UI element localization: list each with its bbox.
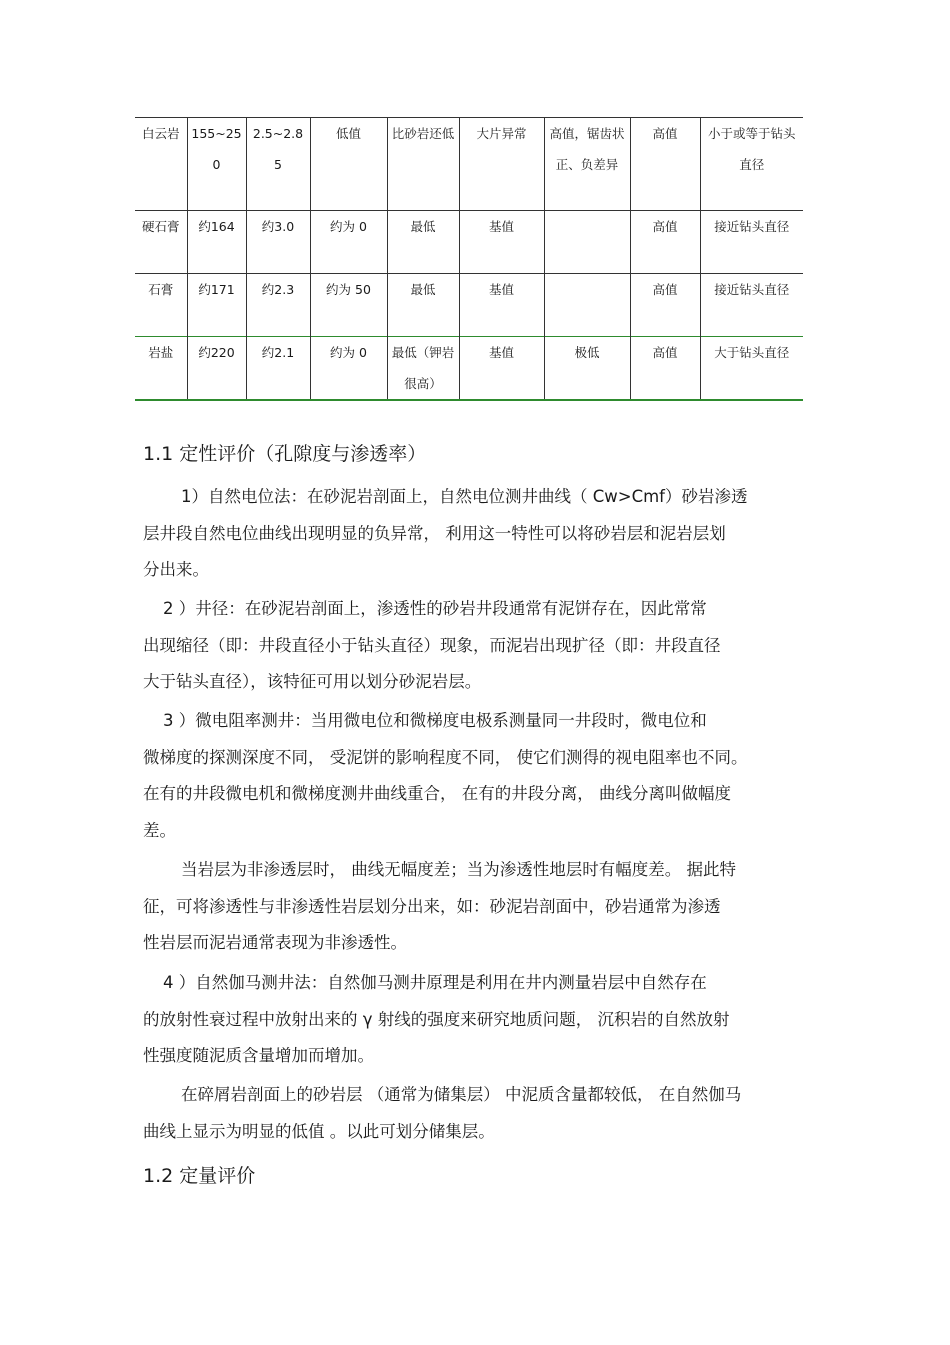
text-line: 性岩层而泥岩通常表现为非渗透性。 bbox=[143, 933, 407, 952]
text-line: 差。 bbox=[143, 820, 176, 840]
table-cell: 2.5~2.85 bbox=[246, 118, 310, 211]
table-cell: 高值 bbox=[630, 118, 700, 211]
table-cell: 约为 50 bbox=[310, 274, 387, 337]
text-line: 分出来。 bbox=[143, 560, 209, 579]
table-cell: 约为 0 bbox=[310, 211, 387, 274]
text-line: 微梯度的探测深度不同， 受泥饼的影响程度不同， 使它们测得的视电阻率也不同。 bbox=[143, 747, 748, 767]
text-line: 征，可将渗透性与非渗透性岩层划分出来，如：砂泥岩剖面中，砂岩通常为渗透 bbox=[143, 896, 721, 916]
table-cell: 极低 bbox=[544, 337, 630, 401]
text-line: 在碎屑岩剖面上的砂岩层 （通常为储集层） 中泥质含量都较低， 在自然伽马 bbox=[181, 1085, 742, 1104]
paragraph bbox=[143, 591, 808, 701]
table-cell: 高值 bbox=[630, 337, 700, 401]
table-row bbox=[135, 337, 803, 401]
table-cell: 石膏 bbox=[135, 274, 187, 337]
table-cell: 155~250 bbox=[187, 118, 246, 211]
table-cell: 高值 bbox=[630, 274, 700, 337]
table-row bbox=[135, 118, 803, 211]
text-line: 曲线上显示为明显的低值 。以此可划分储集层。 bbox=[143, 1121, 495, 1141]
table-cell: 基值 bbox=[459, 274, 544, 337]
text-line: 出现缩径（即：井段直径小于钻头直径）现象，而泥岩出现扩径（即：井段直径 bbox=[143, 635, 721, 655]
table-cell: 小于或等于钻头直径 bbox=[700, 118, 803, 211]
table-cell: 高值，锯齿状正、负差异 bbox=[544, 118, 630, 211]
table-cell: 基值 bbox=[459, 211, 544, 274]
table-cell: 白云岩 bbox=[135, 118, 187, 211]
paragraph bbox=[143, 965, 808, 1075]
paragraph bbox=[143, 1077, 808, 1150]
table-cell: 大于钻头直径 bbox=[700, 337, 803, 401]
text-line: 1）自然电位法：在砂泥岩剖面上，自然电位测井曲线（ Cw>Cmf）砂岩渗透 bbox=[181, 487, 748, 506]
table-cell: 比砂岩还低 bbox=[387, 118, 459, 211]
text-line: 性强度随泥质含量增加而增加。 bbox=[143, 1046, 374, 1065]
text-line: 4 ）自然伽马测井法：自然伽马测井原理是利用在井内测量岩层中自然存在 bbox=[163, 973, 707, 992]
table-cell bbox=[544, 211, 630, 274]
table-cell: 接近钻头直径 bbox=[700, 211, 803, 274]
table-cell: 大片异常 bbox=[459, 118, 544, 211]
table-cell: 岩盐 bbox=[135, 337, 187, 401]
table-cell: 基值 bbox=[459, 337, 544, 401]
text-line: 大于钻头直径），该特征可用以划分砂泥岩层。 bbox=[143, 672, 482, 691]
paragraph bbox=[143, 479, 808, 589]
text-line: 在有的井段微电机和微梯度测井曲线重合， 在有的井段分离， 曲线分离叫做幅度 bbox=[143, 784, 731, 803]
table-cell: 硬石膏 bbox=[135, 211, 187, 274]
table-cell: 约为 0 bbox=[310, 337, 387, 401]
table-row bbox=[135, 211, 803, 274]
text-line: 的放射性衰过程中放射出来的 γ 射线的强度来研究地质问题， 沉积岩的自然放射 bbox=[143, 1009, 730, 1029]
text-line: 2 ）井径：在砂泥岩剖面上，渗透性的砂岩井段通常有泥饼存在，因此常常 bbox=[163, 599, 707, 618]
table-cell: 最低 bbox=[387, 211, 459, 274]
table-cell bbox=[544, 274, 630, 337]
table-cell: 约171 bbox=[187, 274, 246, 337]
table-cell: 最低 bbox=[387, 274, 459, 337]
section-heading: 1.1 定性评价（孔隙度与渗透率） bbox=[143, 443, 427, 465]
table-cell: 低值 bbox=[310, 118, 387, 211]
text-line: 当岩层为非渗透层时， 曲线无幅度差；当为渗透性地层时有幅度差。 据此特 bbox=[181, 860, 736, 879]
table-row bbox=[135, 274, 803, 337]
rock-properties-table bbox=[135, 117, 803, 401]
table-cell: 接近钻头直径 bbox=[700, 274, 803, 337]
table-cell: 约220 bbox=[187, 337, 246, 401]
paragraph bbox=[143, 852, 808, 962]
text-line: 3 ）微电阻率测井：当用微电位和微梯度电极系测量同一井段时，微电位和 bbox=[163, 711, 707, 730]
table-cell: 最低（钾岩很高） bbox=[387, 337, 459, 401]
section-heading: 1.2 定量评价 bbox=[143, 1165, 256, 1187]
table-cell: 约164 bbox=[187, 211, 246, 274]
text-line: 层井段自然电位曲线出现明显的负异常， 利用这一特性可以将砂岩层和泥岩层划 bbox=[143, 523, 726, 543]
table-cell: 约2.3 bbox=[246, 274, 310, 337]
paragraph bbox=[143, 703, 808, 849]
table-cell: 约2.1 bbox=[246, 337, 310, 401]
table-cell: 高值 bbox=[630, 211, 700, 274]
table-cell: 约3.0 bbox=[246, 211, 310, 274]
